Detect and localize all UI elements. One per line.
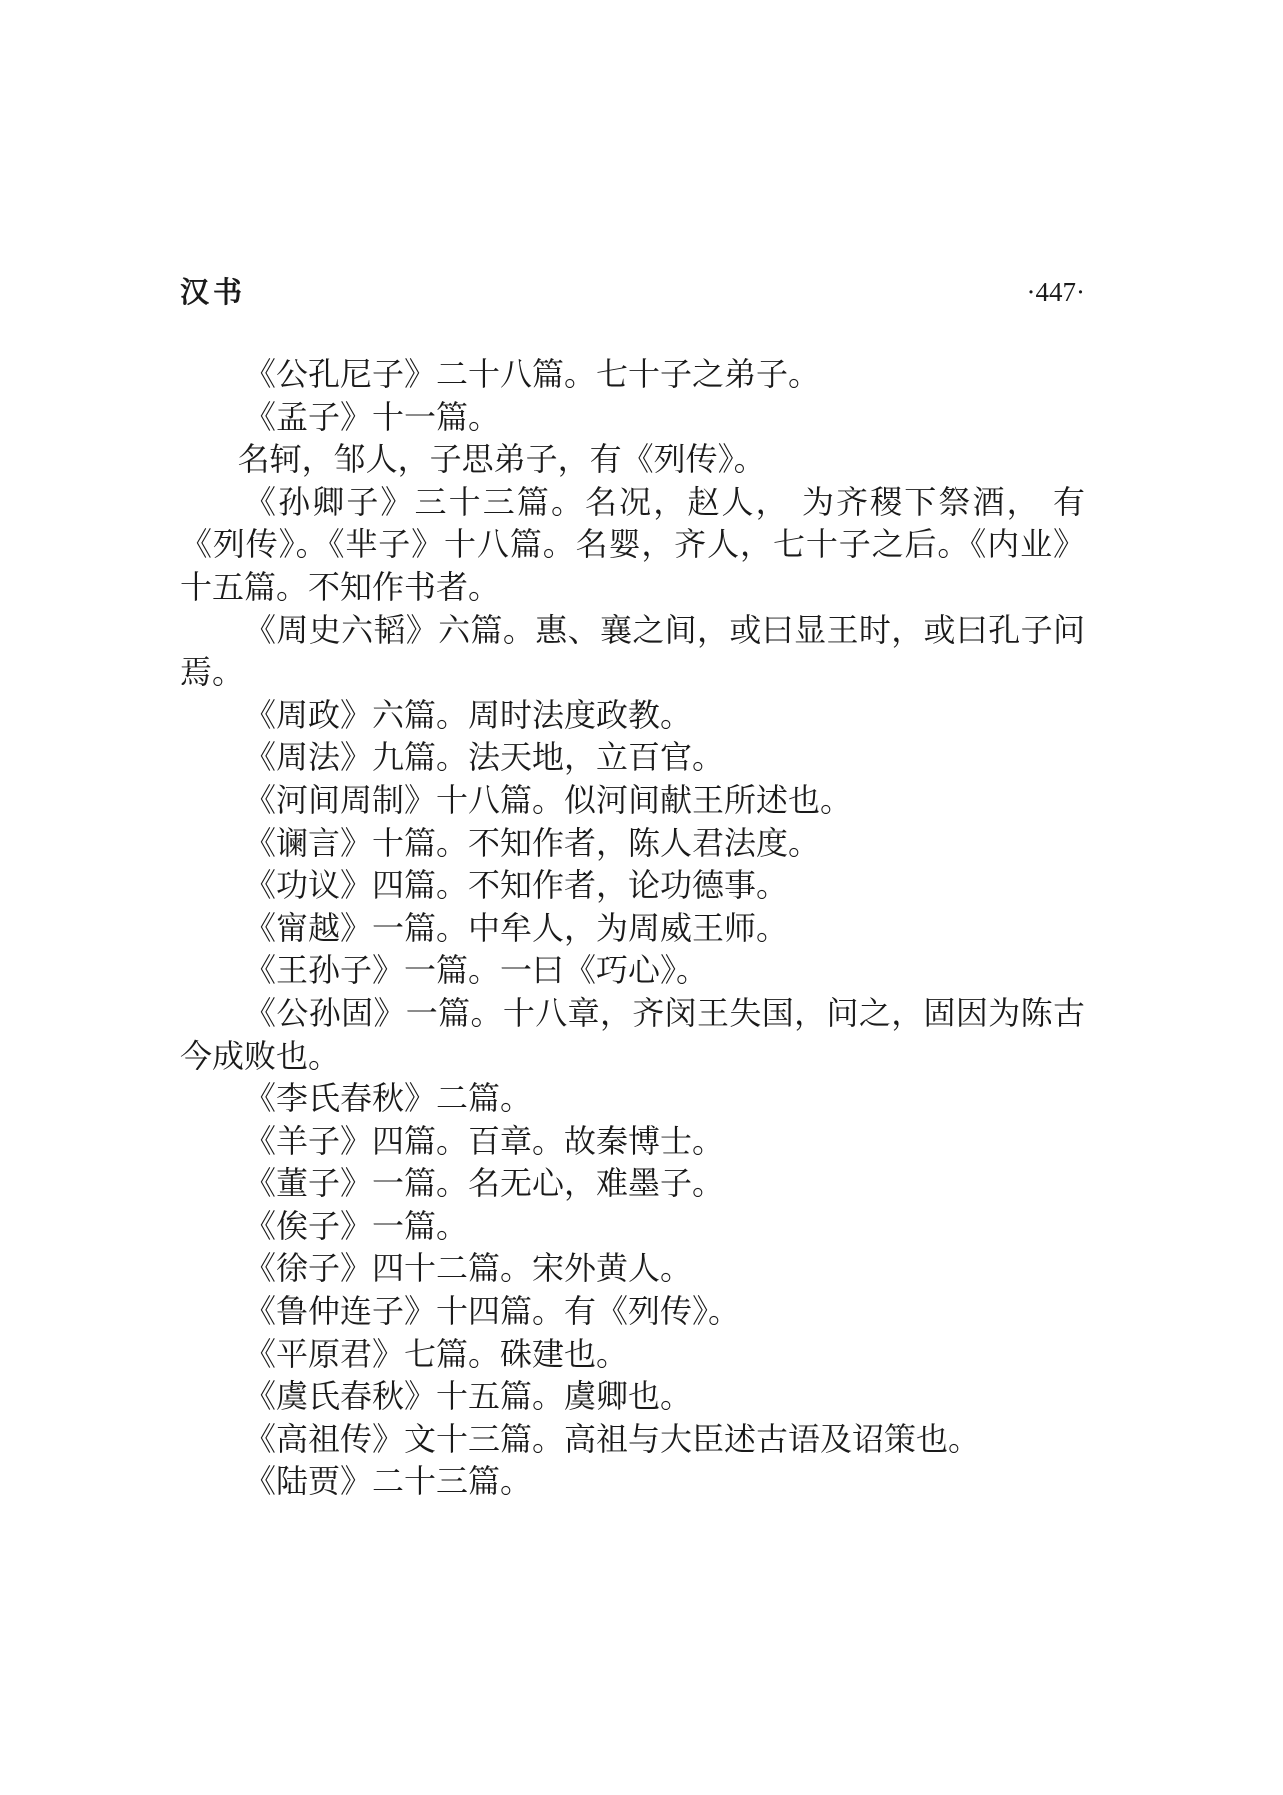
paragraph: 名轲，邹人，子思弟子，有《列传》。 [237, 440, 766, 479]
paragraph: 《谰言》十篇。不知作者，陈人君法度。 [244, 823, 821, 862]
paragraph: 《甯越》一篇。中牟人，为周威王师。 [244, 908, 789, 947]
paragraph: 《周政》六篇。周时法度政教。 [244, 695, 693, 734]
book-title: 汉书 [180, 275, 247, 309]
paragraph: 《河间周制》十八篇。似河间献王所述也。 [244, 780, 853, 819]
paragraph: 《孟子》十一篇。 [244, 397, 501, 436]
body-text [180, 353, 1085, 1503]
paragraph: 《鲁仲连子》十四篇。有《列传》。 [244, 1292, 741, 1331]
paragraph: 《李氏春秋》二篇。 [244, 1079, 533, 1118]
page-number: ·447· [1026, 277, 1085, 307]
paragraph: 《周法》九篇。法天地，立百官。 [244, 738, 725, 777]
paragraph: 《功议》四篇。不知作者，论功德事。 [244, 866, 789, 905]
paragraph: 《虞氏春秋》十五篇。虞卿也。 [244, 1377, 693, 1416]
paragraph: 《公孙固》一篇。十八章，齐闵王失国，问之，固因为陈古今成败也。 [180, 993, 1085, 1075]
paragraph: 《羊子》四篇。百章。故秦博士。 [244, 1121, 725, 1160]
paragraph: 《孙卿子》三十三篇。名况，赵人， 为齐稷下祭酒， 有《列传》。《芈子》十八篇。名婴，齐人，七十子之后。《内业》十五篇。不知作书者。 [180, 482, 1085, 606]
paragraph: 《陆贾》二十三篇。 [244, 1462, 533, 1501]
paragraph: 《董子》一篇。名无心，难墨子。 [244, 1164, 725, 1203]
paragraph: 《俟子》一篇。 [244, 1206, 469, 1245]
paragraph: 《王孙子》一篇。一曰《巧心》。 [244, 951, 709, 990]
paragraph: 《高祖传》文十三篇。高祖与大臣述古语及诏策也。 [244, 1419, 981, 1458]
running-head [180, 272, 1085, 312]
paragraph: 《徐子》四十二篇。宋外黄人。 [244, 1249, 693, 1288]
paragraph: 《周史六韬》六篇。惠、襄之间，或曰显王时，或曰孔子问焉。 [180, 610, 1085, 692]
paragraph: 《公孔尼子》二十八篇。七十子之弟子。 [244, 355, 821, 393]
paragraph: 《平原君》七篇。硃建也。 [244, 1334, 629, 1373]
